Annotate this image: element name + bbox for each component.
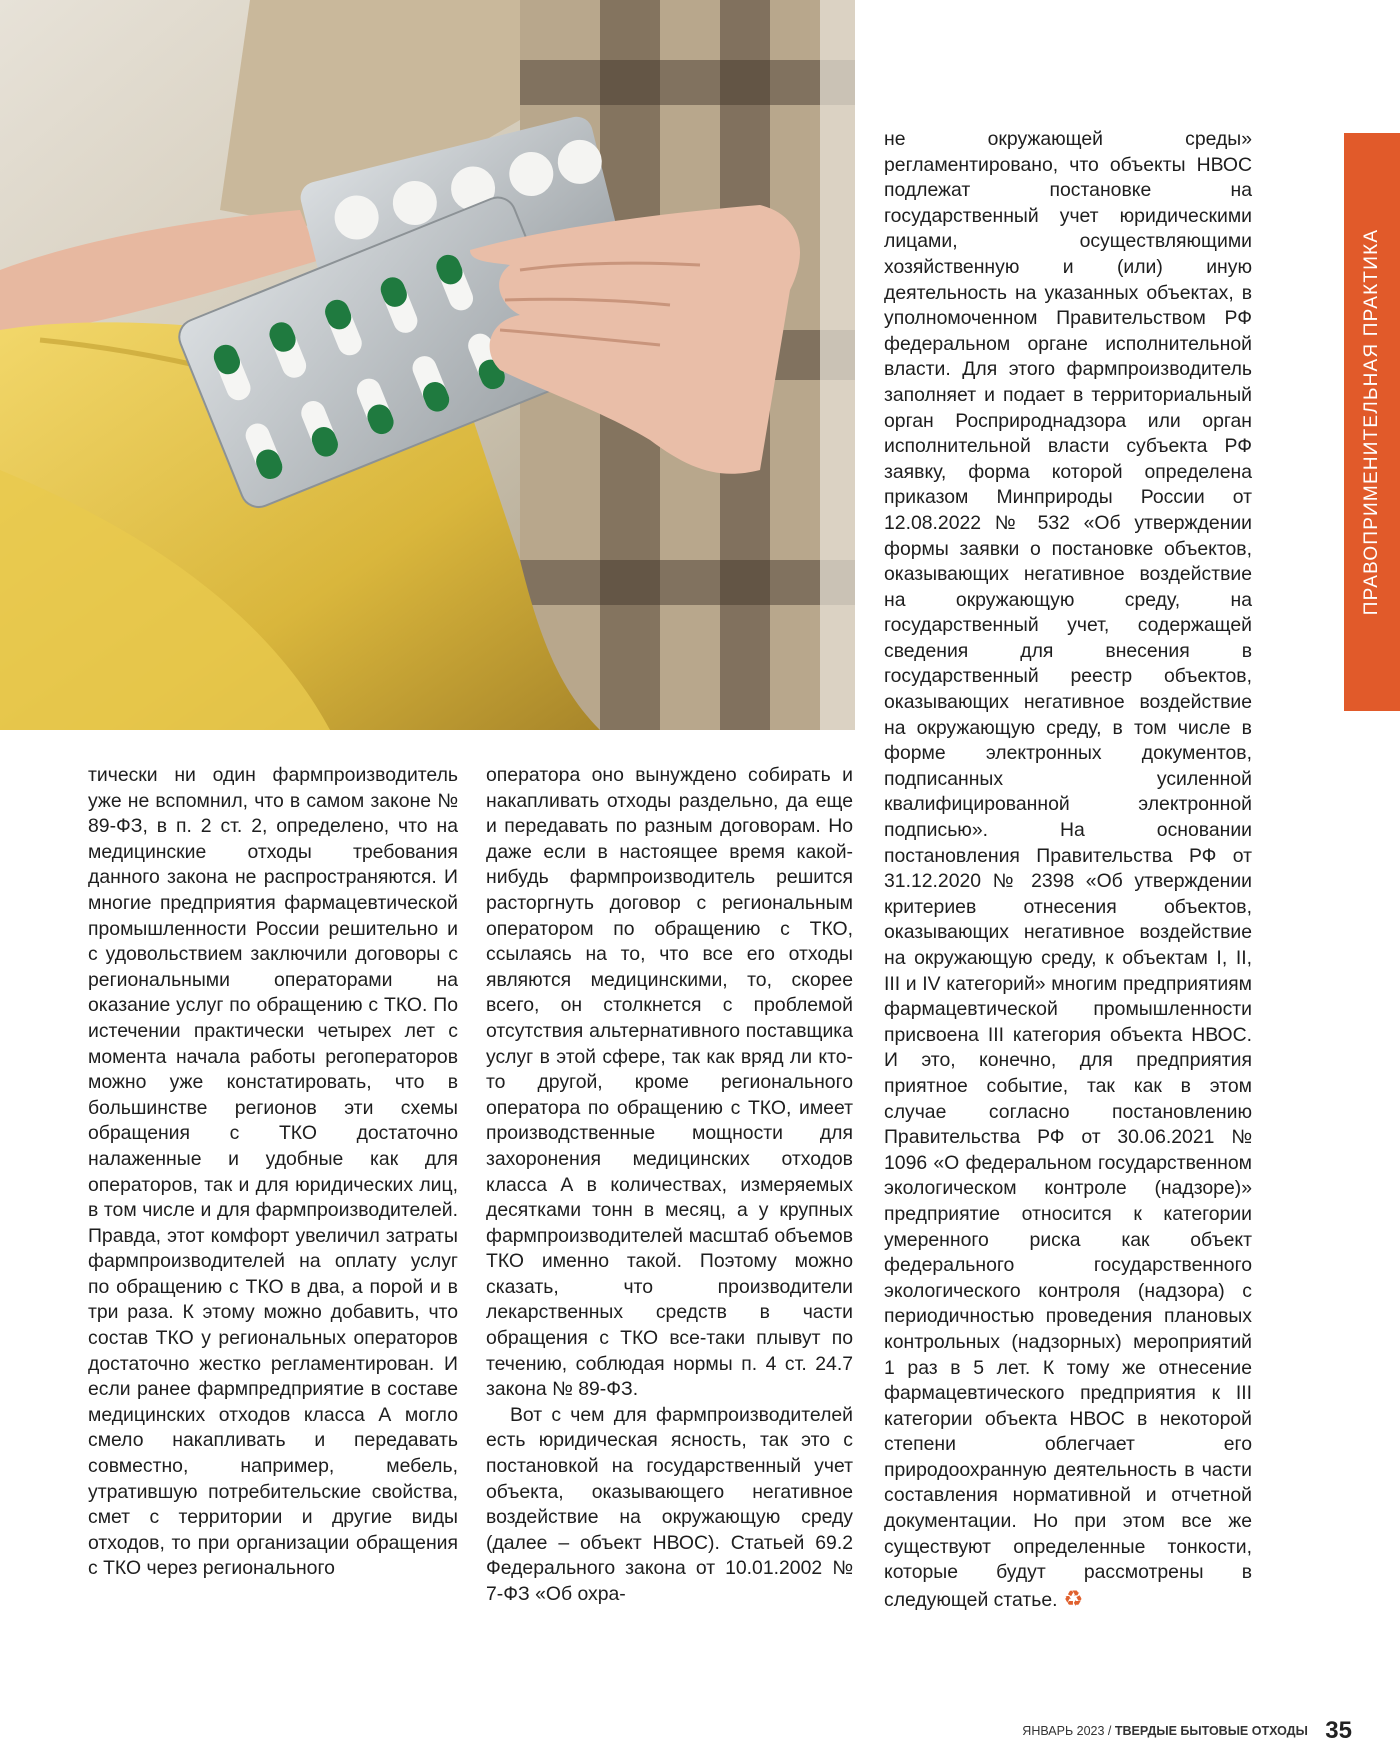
page-number: 35 [1325,1717,1352,1744]
footer-separator: / [1107,1724,1112,1738]
page-footer [1022,1717,1352,1745]
paragraph: оператора оно вынуждено собирать и накапливать отходы раздельно, да еще и передавать по разным договорам. Но даже если в настоящее время какой-нибудь фармпроизводитель решится расторгнуть договор с региональным оператором по обращению с ТКО, ссылаясь на то, что все его отходы являются медицинскими, то, скорее всего, он столкнется с проблемой отсутствия альтернативного поставщика услуг в этой сфере, так как вряд ли кто-то другой, кроме регионального оператора по обращению с ТКО, имеет производственные мощности для захоронения медицинских отходов класса А в количествах, измеряемых десятками тонн в месяц, а у крупных фармпроизводителей масштаб объемов ТКО именно такой. Поэтому можно сказать, что производители лекарственных средств в части обращения с ТКО все-таки плывут по течению, соблюдая нормы п. 4 ст. 24.7 закона № 89-ФЗ. [486,764,853,1401]
article-column-3 [884,127,1252,1613]
article-photo [0,0,855,730]
section-tab-label: ПРАВОПРИМЕНИТЕЛЬНАЯ ПРАКТИКА [1361,228,1382,616]
article-column-2 [486,763,853,1608]
photo-image [0,0,855,730]
recycle-icon: ♻ [1063,1585,1084,1611]
paragraph: Вот с чем для фармпроизводителей есть юридическая ясность, так это с постановкой на государственный учет объекта, оказывающего негативное воздействие на окружающую среду (далее – объект НВОС). Статьей 69.2 Федерального закона от 10.01.2002 № 7-ФЗ «Об охра- [486,1403,853,1605]
paragraph-text: не окружающей среды» регламентировано, что объекты НВОС подлежат постановке на государственный учет юридическими лицами, осуществляющими хозяйственную и (или) иную деятельность на указанных объектах, в уполномоченном Правительством РФ федеральном органе исполнительной власти. Для этого фармпроизводитель заполняет и подает в территориальный орган Росприроднадзора или орган исполнительной власти субъекта РФ заявку, форма которой определена приказом Минприроды России от 12.08.2022 № 532 «Об утверждении формы заявки о постановке объектов, оказывающих негативное воздействие на окружающую среду, на государственный учет, содержащей сведения для внесения в государственный реестр объектов, оказывающих негативное воздействие на окружающую среду, в том числе в форме электронных документов, подписанных усиленной квалифицированной электронной подписью». На основании постановления Правительства РФ от 31.12.2020 № 2398 «Об утверждении критериев отнесения объектов, оказывающих негативное воздействие на окружающую среду, к объектам I, II, III и IV категорий» многим предприятиям фармацевтической промышленности присвоена III категория объекта НВОС. И это, конечно, для предприятия приятное событие, так как в этом случае согласно постановлению Правительства РФ от 30.06.2021 № 1096 «О федеральном государственном экологическом контроле (надзоре)» предприятие относится к категории умеренного риска как объект федерального государственного экологического контроля (надзора) с периодичностью проведения плановых контрольных (надзорных) мероприятий 1 раз в 5 лет. К тому же отнесение фармацевтического предприятия к III категории объекта НВОС в некоторой степени облегчает его природоохранную деятельность в части составления нормативной и отчетной документации. Но при этом все же существуют определенные тонкости, которые будут рассмотрены в следующей статье. [884,128,1252,1611]
magazine-title: ТВЕРДЫЕ БЫТОВЫЕ ОТХОДЫ [1114,1724,1308,1738]
issue-date: ЯНВАРЬ 2023 [1022,1724,1105,1738]
article-column-1 [88,763,458,1582]
section-tab [1344,133,1400,711]
paragraph: тически ни один фармпроизводитель уже не вспомнил, что в самом законе № 89-ФЗ, в п. 2 ст. 2, определено, что на медицинские отходы требования данного закона не распространяются. И многие предприятия фармацевтической промышленности России решительно и с удовольствием заключили договоры с региональными операторами на оказание услуг по обращению с ТКО. По истечении практически четырех лет с момента начала работы регоператоров можно уже констатировать, что в большинстве регионов эти схемы обращения с ТКО достаточно налаженные и удобные как для операторов, так и для юридических лиц, в том числе и для фармпроизводителей. Правда, этот комфорт увеличил затраты фармпроизводителей на оплату услуг по обращению с ТКО в два, а порой и в три раза. К этому можно добавить, что состав ТКО у региональных операторов достаточно жестко регламентирован. И если ранее фармпредприятие в составе медицинских отходов класса А могло смело накапливать и передавать совместно, например, мебель, утратившую потребительские свойства, смет с территории и другие виды отходов, то при организации обращения с ТКО через регионального [88,764,458,1580]
paragraph [884,127,1252,1613]
